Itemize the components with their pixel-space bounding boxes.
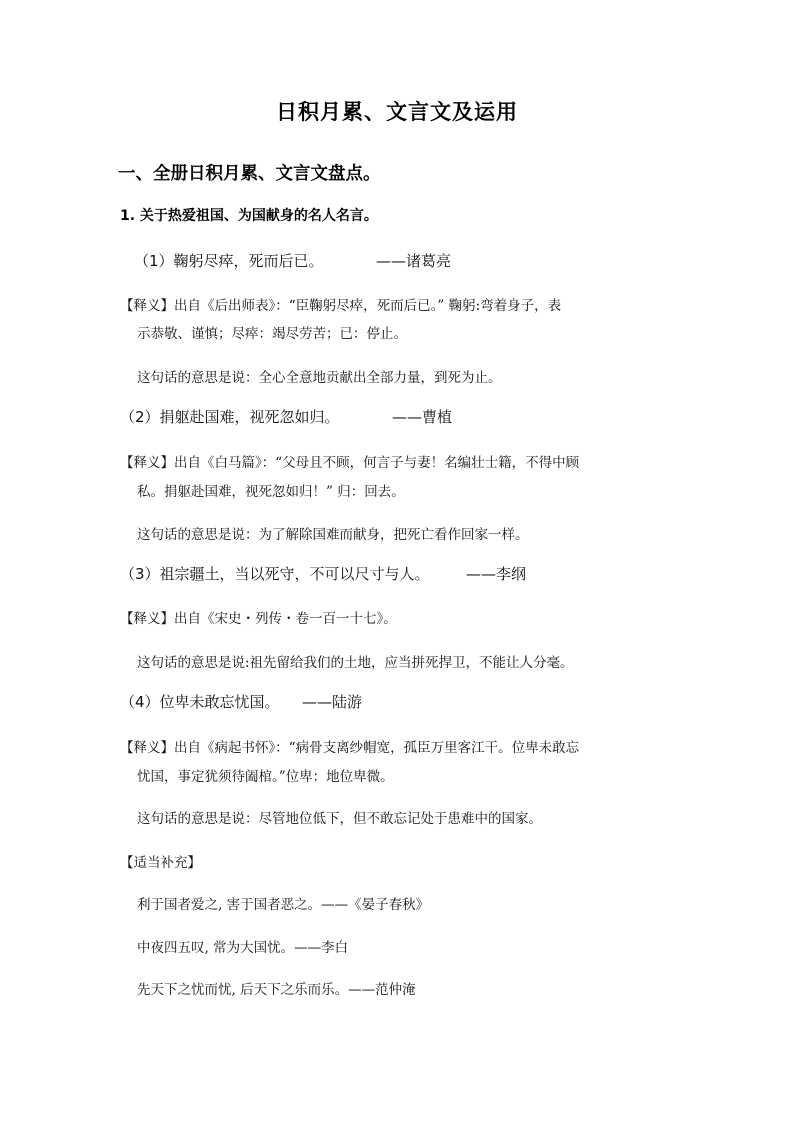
quote-4-meaning: 这句话的意思是说：尽管地位低下，但不敢忘记处于患难中的国家。 (137, 811, 542, 827)
section-heading: 一、全册日积月累、文言文盘点。 (118, 164, 381, 184)
supplement-heading: 【适当补充】 (120, 855, 201, 871)
quote-3-text: （3）祖宗疆土，当以死守，不可以尺寸与人。 (120, 565, 430, 583)
supplement-item: 中夜四五叹, 常为大国忧。——李白 (137, 940, 349, 956)
subsection-heading: 1. 关于热爱祖国、为国献身的名人名言。 (120, 208, 378, 224)
quote-2-meaning: 这句话的意思是说：为了解除国难而献身，把死亡看作回家一样。 (137, 527, 529, 543)
quote-1-author: ——诸葛亮 (376, 252, 452, 270)
supplement-item: 先天下之忧而忧, 后天下之乐而乐。——范仲淹 (137, 982, 416, 998)
supplement-item: 利于国者爱之, 害于国者恶之。——《晏子春秋》 (137, 897, 430, 913)
quote-1-meaning: 这句话的意思是说：全心全意地贡献出全部力量，到死为止。 (137, 370, 502, 386)
quote-2-explanation: 【释义】出自《白马篇》：“父母且不顾，何言子与妻！名编壮士籍，不得中顾 (120, 455, 580, 471)
quote-3-meaning: 这句话的意思是说:祖先留给我们的土地，应当拼死捍卫，不能让人分毫。 (137, 655, 574, 671)
quote-4-explanation-cont: 忧国，事定犹须待阖棺。”位卑：地位卑微。 (137, 769, 394, 785)
quote-2-text: （2）捐躯赴国难，视死忽如归。 (120, 408, 340, 426)
quote-2-author: ——曹植 (392, 408, 453, 426)
quote-3-author: ——李纲 (466, 565, 527, 583)
quote-1-explanation: 【释义】出自《后出师表》：“臣鞠躬尽瘁，死而后已。” 鞠躬:弯着身子，表 (120, 298, 562, 314)
quote-2-explanation-cont: 私。捐躯赴国难，视死忽如归！” 归：回去。 (137, 484, 405, 500)
quote-1-explanation-cont: 示恭敬、谨慎；尽瘁：竭尽劳苦；已：停止。 (137, 326, 407, 342)
quote-1 (134, 250, 324, 271)
quote-4-explanation: 【释义】出自《病起书怀》：“病骨支离纱帽宽，孤臣万里客江干。位卑未敢忘 (120, 740, 580, 756)
quote-4-text: （4）位卑未敢忘忧国。 (120, 693, 280, 711)
quote-4-author: ——陆游 (302, 693, 363, 711)
quote-3-explanation: 【释义】出自《宋史・列传・卷一百一十七》。 (120, 611, 397, 627)
document-title: 日积月累、文言文及运用 (276, 100, 518, 124)
quote-1-text: （1）鞠躬尽瘁，死而后已。 (134, 252, 324, 270)
